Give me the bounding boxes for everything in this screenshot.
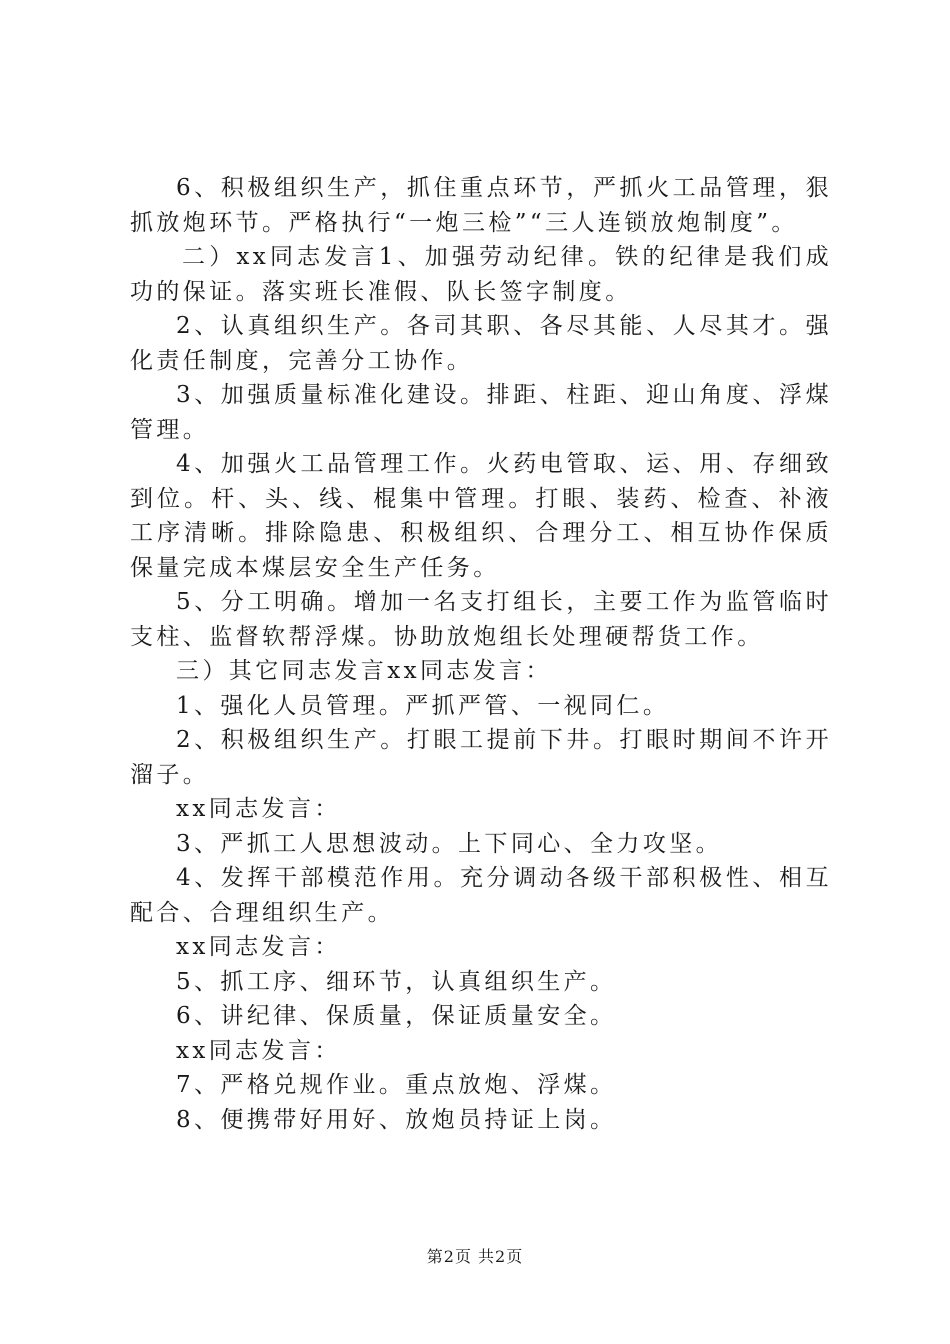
paragraph: 5、抓工序、细环节，认真组织生产。	[176, 968, 617, 995]
paragraph: 4、发挥干部模范作用。充分调动各级干部积极性、相互配合、合理组织生产。	[130, 865, 832, 926]
paragraph: 7、严格兑规作业。重点放炮、浮煤。	[176, 1072, 617, 1098]
paragraph: xx同志发言：	[176, 1037, 341, 1064]
paragraph: 8、便携带好用好、放炮员持证上岗。	[176, 1106, 617, 1133]
paragraph: 6、讲纪律、保质量，保证质量安全。	[176, 1003, 617, 1029]
paragraph: 3、加强质量标准化建设。排距、柱距、迎山角度、浮煤管理。	[130, 382, 832, 443]
paragraph: xx同志发言：	[176, 796, 341, 822]
paragraph: 5、分工明确。增加一名支打组长，主要工作为监管临时支柱、监督软帮浮煤。协助放炮组长处理硬帮货工作。	[130, 589, 832, 650]
page-number-footer: 第2页 共2页	[426, 1247, 524, 1266]
paragraph: 三）其它同志发言xx同志发言：	[176, 658, 552, 684]
document-body	[130, 171, 832, 1137]
paragraph: 2、积极组织生产。打眼工提前下井。打眼时期间不许开溜子。	[130, 727, 832, 788]
paragraph: 二）xx同志发言1、加强劳动纪律。铁的纪律是我们成功的保证。落实班长准假、队长签字制度。	[130, 244, 832, 305]
paragraph: 4、加强火工品管理工作。火药电管取、运、用、存细致到位。杆、头、线、棍集中管理。打眼、装药、检查、补液工序清晰。排除隐患、积极组织、合理分工、相互协作保质保量完成本煤层安全生产任务。	[130, 451, 832, 581]
paragraph: 2、认真组织生产。各司其职、各尽其能、人尽其才。强化责任制度，完善分工协作。	[130, 313, 832, 374]
paragraph: 6、积极组织生产，抓住重点环节，严抓火工品管理，狠抓放炮环节。严格执行“一炮三检”“三人连锁放炮制度”。	[130, 175, 832, 236]
paragraph: 1、强化人员管理。严抓严管、一视同仁。	[176, 692, 670, 719]
paragraph: xx同志发言：	[176, 934, 341, 960]
paragraph: 3、严抓工人思想波动。上下同心、全力攻坚。	[176, 830, 723, 857]
